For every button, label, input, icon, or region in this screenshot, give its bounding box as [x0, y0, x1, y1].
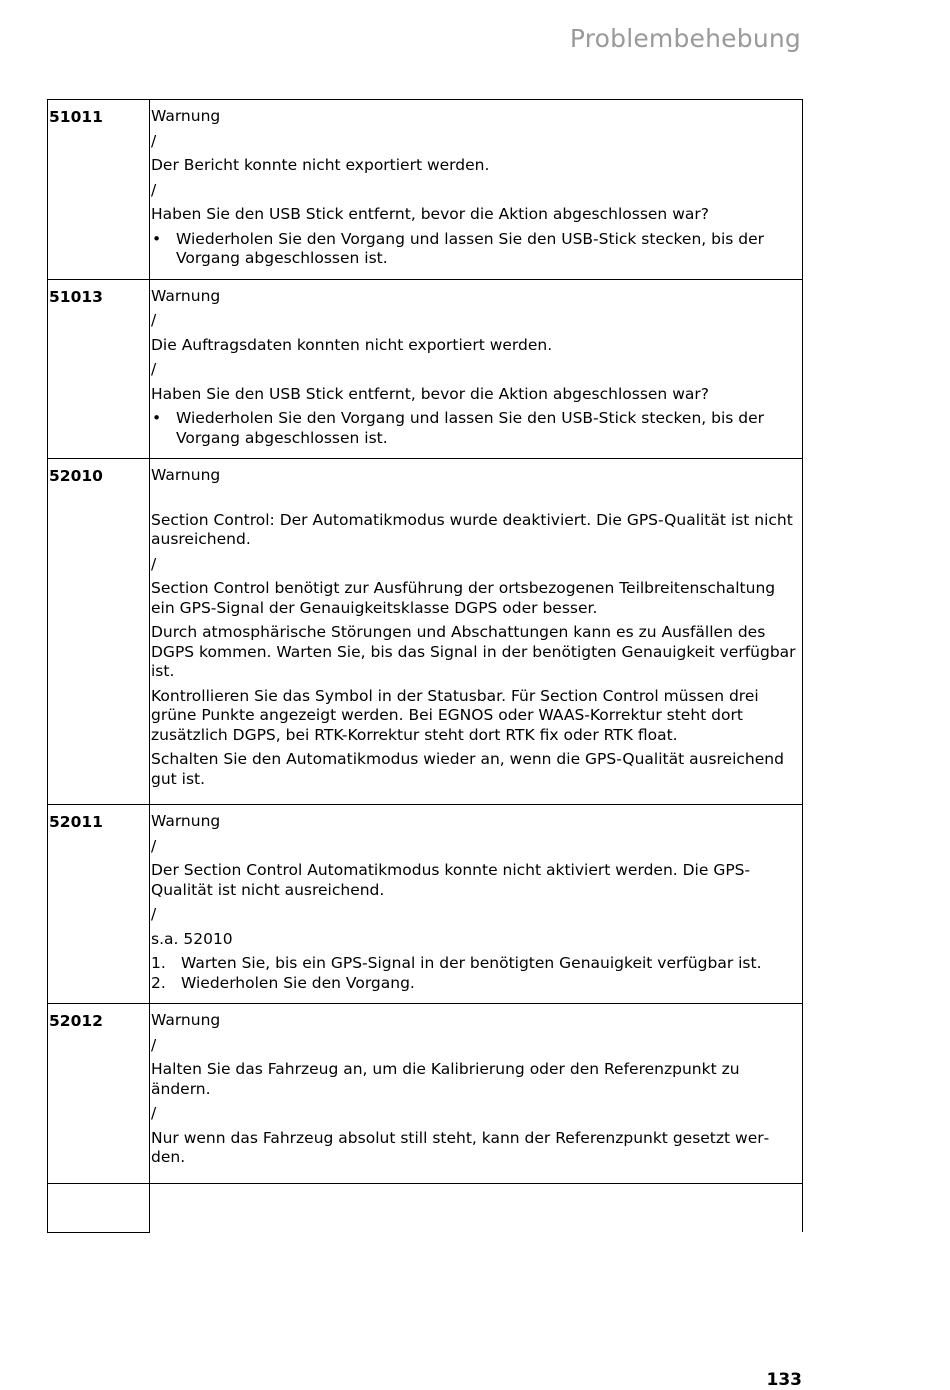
step-number: 1.: [151, 954, 166, 972]
explanation-paragraph: Schalten Sie den Automatikmodus wieder an, wenn die GPS-Qualität ausreichend gut ist.: [151, 750, 784, 788]
error-description: [150, 279, 803, 459]
error-message: Der Section Control Automatikmodus konnte nicht aktiviert werden. Die GPS-Qualität ist nicht ausreichend.: [151, 861, 751, 899]
error-description: [150, 459, 803, 805]
error-code: 52010: [48, 459, 150, 805]
list-item: [151, 974, 796, 994]
separator: /: [151, 360, 157, 378]
error-description: [150, 805, 803, 1004]
bullet-icon: •: [152, 409, 162, 427]
empty-cell: [150, 1183, 803, 1232]
error-type: Warnung: [151, 286, 221, 305]
explanation-paragraph: Section Control benötigt zur Ausführung der ortsbezogenen Teilbreitenschaltung ein GPS-Signal der Genauigkeitsklasse DGPS oder besser.: [151, 579, 776, 617]
bullet-icon: •: [152, 229, 162, 248]
list-item: [151, 954, 796, 974]
step-text: Warten Sie, bis ein GPS-Signal in der benötigten Genauigkeit verfügbar ist.: [181, 954, 762, 972]
table-row: [48, 1004, 803, 1184]
table-row: [48, 459, 803, 805]
error-type: Warnung: [151, 466, 221, 484]
spacer: [151, 491, 796, 511]
page-header-title: Problembehebung: [569, 24, 801, 53]
table-row: [48, 100, 803, 280]
step-list: [151, 954, 796, 993]
step-number: 2.: [151, 973, 166, 992]
remedy-list: [151, 409, 796, 448]
separator: /: [151, 180, 157, 199]
error-message: Halten Sie das Fahrzeug an, um die Kalibrierung oder den Referenzpunkt zu ändern.: [151, 1060, 740, 1098]
error-code: 52011: [48, 805, 150, 1004]
error-code: 51013: [48, 279, 150, 459]
error-type: Warnung: [151, 1011, 221, 1029]
error-description: [150, 100, 803, 280]
table-row: [48, 1183, 803, 1232]
error-message: Der Bericht konnte nicht exportiert werden.: [151, 156, 490, 174]
error-code: 51011: [48, 100, 150, 280]
explanation-paragraph: Durch atmosphärische Störungen und Abschattungen kann es zu Ausfällen des DGPS kommen. Warten Sie, bis das Signal in der benötigten Genauigkeit verfügbar ist.: [151, 623, 796, 680]
separator: /: [151, 131, 157, 150]
page-number: 133: [766, 1370, 802, 1390]
error-cause: Haben Sie den USB Stick entfernt, bevor die Aktion abgeschlossen war?: [151, 384, 709, 403]
error-type: Warnung: [151, 107, 221, 125]
table-row: [48, 805, 803, 1004]
remedy-text: Wiederholen Sie den Vorgang und lassen Sie den USB-Stick stecken, bis der Vorgang abgeschlossen ist.: [176, 229, 765, 267]
remedy-text: Wiederholen Sie den Vorgang und lassen Sie den USB-Stick stecken, bis der Vorgang abgeschlossen ist.: [176, 409, 765, 447]
explanation-paragraph: Kontrollieren Sie das Symbol in der Statusbar. Für Section Control müssen drei grüne Punkte angezeigt werden. Bei EGNOS oder WAAS-Korrektur steht dort zusätzlich DGPS, bei RTK-Korrektur steht dort RTK fix oder RTK float.: [151, 686, 759, 744]
empty-cell: [48, 1183, 150, 1232]
step-text: Wiederholen Sie den Vorgang.: [181, 973, 415, 992]
separator: /: [151, 554, 157, 573]
cross-reference: s.a. 52010: [151, 929, 233, 948]
table-row: [48, 279, 803, 459]
error-table: [47, 99, 803, 1233]
remedy-list: [151, 230, 796, 269]
separator: /: [151, 1104, 157, 1122]
separator: /: [151, 311, 157, 329]
error-message: Section Control: Der Automatikmodus wurde deaktiviert. Die GPS-Qualität ist nicht ausreichend.: [151, 510, 793, 548]
list-item: [151, 409, 796, 448]
error-description: [150, 1004, 803, 1184]
separator: /: [151, 905, 157, 923]
list-item: [151, 230, 796, 269]
error-cause: Haben Sie den USB Stick entfernt, bevor die Aktion abgeschlossen war?: [151, 205, 709, 223]
error-cause: Nur wenn das Fahrzeug absolut still steht, kann der Referenzpunkt gesetzt werden.: [151, 1128, 770, 1166]
separator: /: [151, 836, 157, 855]
separator: /: [151, 1035, 157, 1054]
error-code: 52012: [48, 1004, 150, 1184]
error-message: Die Auftragsdaten konnten nicht exportiert werden.: [151, 335, 553, 354]
error-type: Warnung: [151, 812, 221, 830]
